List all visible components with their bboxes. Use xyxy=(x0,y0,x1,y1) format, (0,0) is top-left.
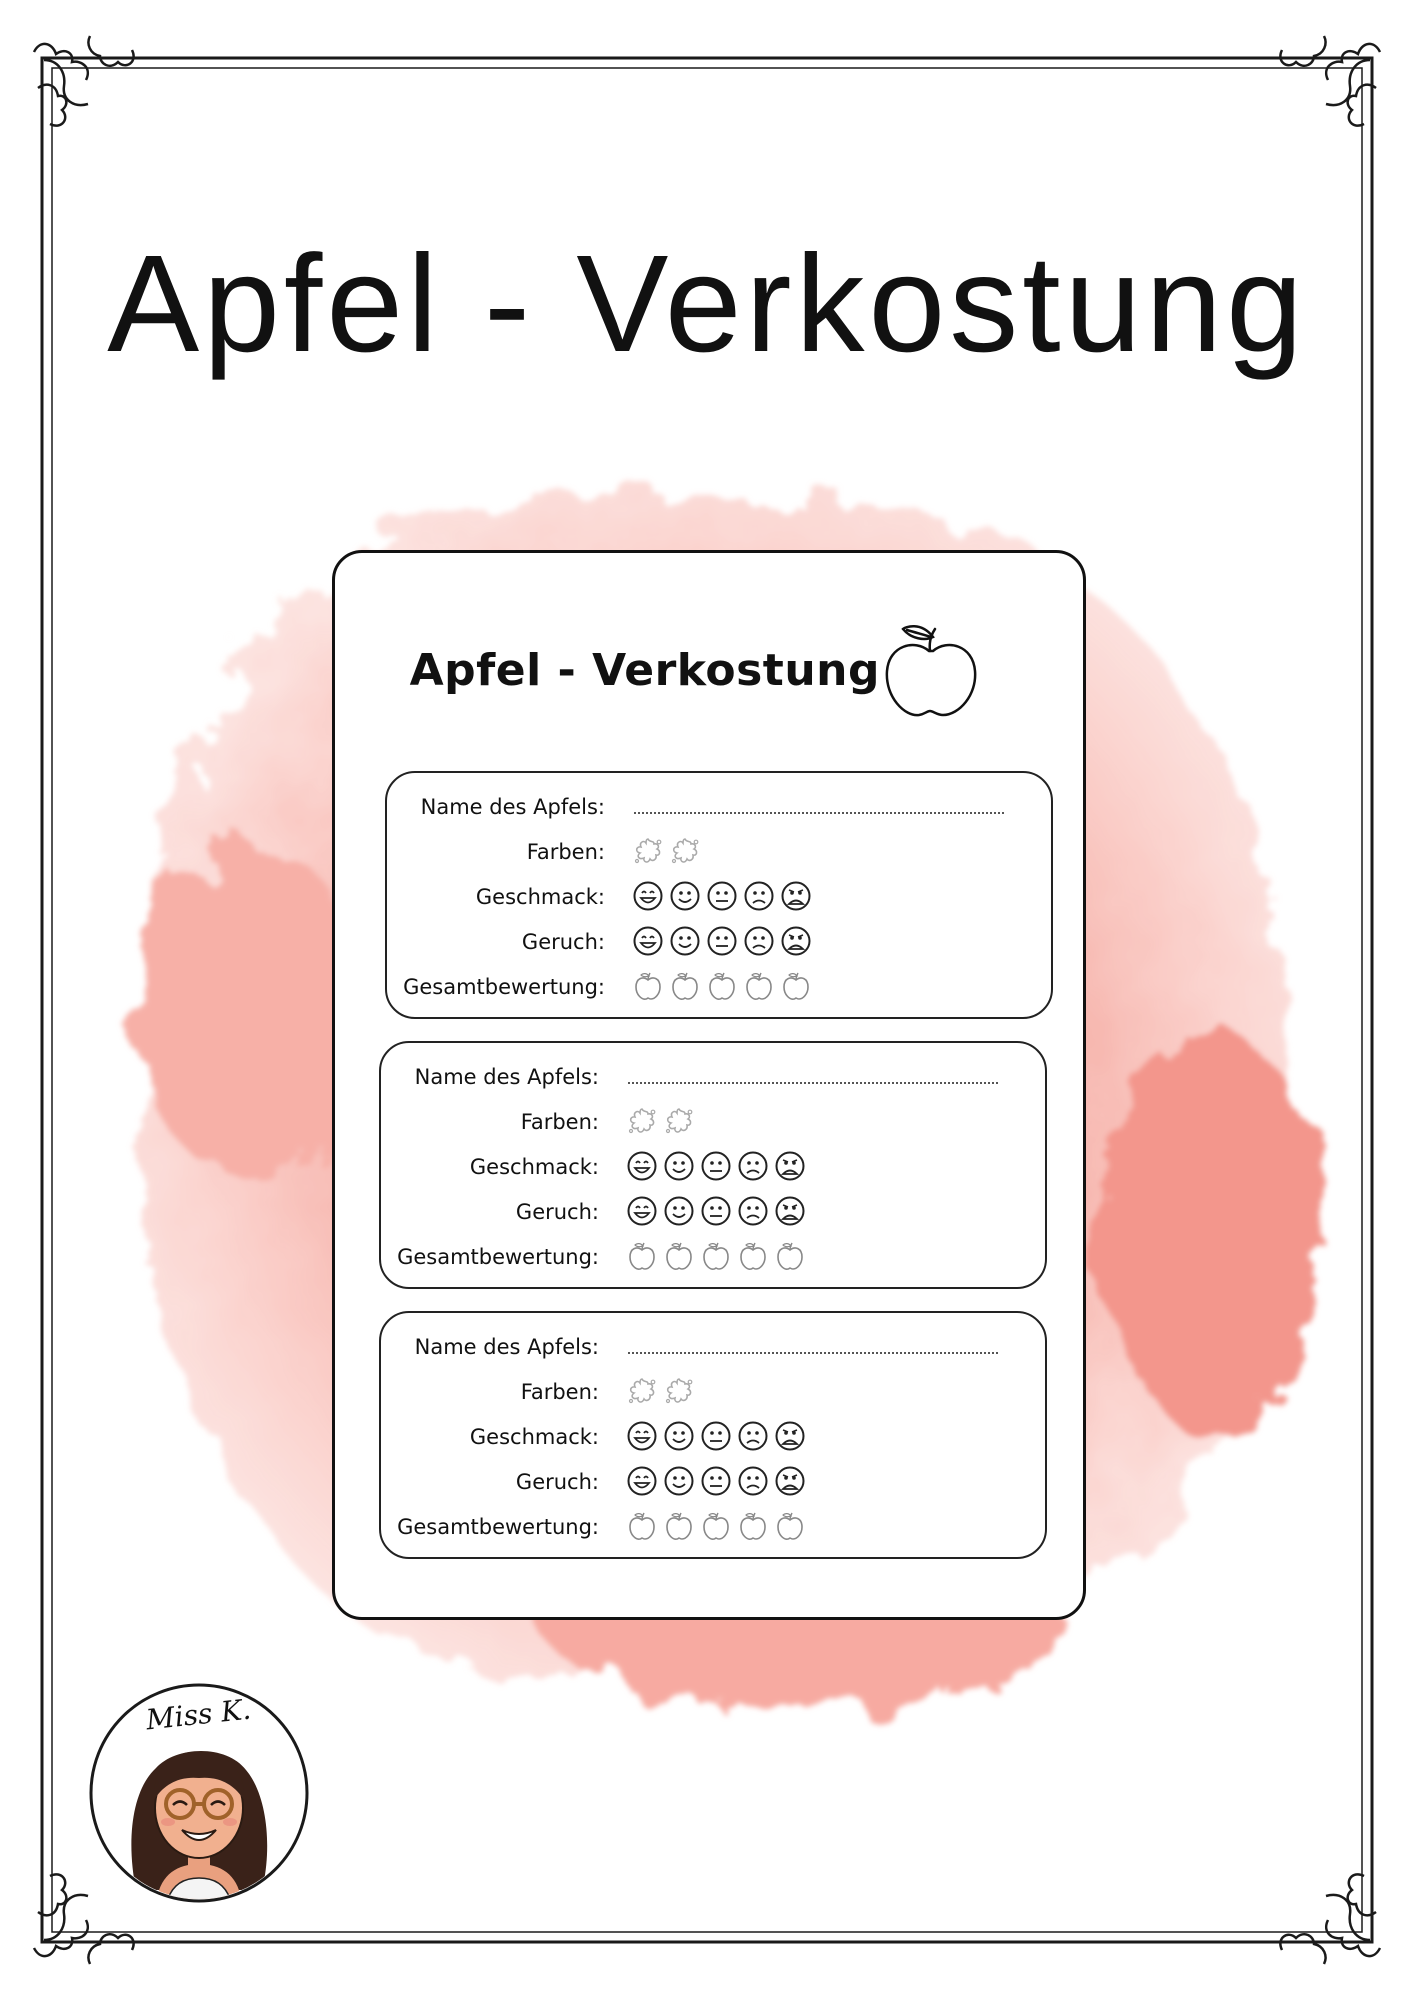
apple-icon[interactable] xyxy=(737,1240,769,1272)
paint-splash-icon[interactable] xyxy=(626,1105,658,1137)
tasting-worksheet xyxy=(332,550,1086,1620)
happy-face-icon[interactable] xyxy=(669,880,701,912)
sad-face-icon[interactable] xyxy=(737,1195,769,1227)
neutral-face-icon[interactable] xyxy=(700,1465,732,1497)
sad-face-icon[interactable] xyxy=(737,1150,769,1182)
happy-face-icon[interactable] xyxy=(663,1465,695,1497)
tasting-card xyxy=(379,1041,1047,1289)
happy-face-icon[interactable] xyxy=(663,1195,695,1227)
overall-rating-label: Gesamtbewertung: xyxy=(403,975,605,999)
taste-label: Geschmack: xyxy=(475,885,605,909)
paint-splash-icon[interactable] xyxy=(632,835,664,867)
taste-label: Geschmack: xyxy=(469,1425,599,1449)
happy-face-icon[interactable] xyxy=(669,925,701,957)
rating-icons xyxy=(632,970,812,1004)
apple-icon[interactable] xyxy=(663,1240,695,1272)
happy-face-icon[interactable] xyxy=(663,1150,695,1182)
neutral-face-icon[interactable] xyxy=(700,1420,732,1452)
smell-row xyxy=(381,1192,1041,1232)
apple-icon[interactable] xyxy=(626,1510,658,1542)
neutral-face-icon[interactable] xyxy=(700,1150,732,1182)
sad-face-icon[interactable] xyxy=(743,880,775,912)
tasting-card xyxy=(385,771,1053,1019)
colors-row xyxy=(381,1372,1041,1412)
apple-icon[interactable] xyxy=(706,970,738,1002)
tasting-card xyxy=(379,1311,1047,1559)
happy-face-icon[interactable] xyxy=(663,1420,695,1452)
apple-icon[interactable] xyxy=(700,1240,732,1272)
smell-label: Geruch: xyxy=(515,1470,599,1494)
apple-icon[interactable] xyxy=(780,970,812,1002)
neutral-face-icon[interactable] xyxy=(706,880,738,912)
smell-row xyxy=(381,1462,1041,1502)
overall-rating-label: Gesamtbewertung: xyxy=(397,1245,599,1269)
apple-name-label: Name des Apfels: xyxy=(420,795,605,819)
very-happy-face-icon[interactable] xyxy=(626,1150,658,1182)
sad-face-icon[interactable] xyxy=(737,1420,769,1452)
overall-rating-row xyxy=(381,1237,1041,1277)
very-happy-face-icon[interactable] xyxy=(626,1420,658,1452)
colors-row xyxy=(387,832,1047,872)
apple-icon[interactable] xyxy=(632,970,664,1002)
taste-row xyxy=(387,877,1047,917)
apple-name-row[interactable] xyxy=(381,1057,1041,1097)
paint-splash-icon[interactable] xyxy=(663,1105,695,1137)
overall-rating-row xyxy=(387,967,1047,1007)
apple-name-label: Name des Apfels: xyxy=(414,1065,599,1089)
worksheet-title: Apfel - Verkostung xyxy=(409,645,880,696)
colors-row xyxy=(381,1102,1041,1142)
rating-icons xyxy=(626,1420,806,1454)
colors-label: Farben: xyxy=(526,840,605,864)
very-sad-face-icon[interactable] xyxy=(774,1150,806,1182)
very-sad-face-icon[interactable] xyxy=(780,880,812,912)
rating-icons xyxy=(626,1195,806,1229)
smell-label: Geruch: xyxy=(521,930,605,954)
taste-row xyxy=(381,1147,1041,1187)
apple-icon[interactable] xyxy=(774,1240,806,1272)
smell-label: Geruch: xyxy=(515,1200,599,1224)
rating-icons xyxy=(632,925,812,959)
rating-icons xyxy=(626,1240,806,1274)
very-sad-face-icon[interactable] xyxy=(774,1465,806,1497)
taste-row xyxy=(381,1417,1041,1457)
very-sad-face-icon[interactable] xyxy=(774,1195,806,1227)
very-sad-face-icon[interactable] xyxy=(780,925,812,957)
apple-icon[interactable] xyxy=(669,970,701,1002)
apple-icon[interactable] xyxy=(663,1510,695,1542)
logo-text: Miss K. xyxy=(144,1692,253,1737)
smell-row xyxy=(387,922,1047,962)
rating-icons xyxy=(626,1465,806,1499)
very-happy-face-icon[interactable] xyxy=(632,925,664,957)
apple-name-input-line[interactable] xyxy=(634,812,1004,814)
avatar xyxy=(86,1680,312,1906)
page-title: Apfel - Verkostung xyxy=(107,227,1307,381)
very-happy-face-icon[interactable] xyxy=(626,1465,658,1497)
sad-face-icon[interactable] xyxy=(737,1465,769,1497)
sad-face-icon[interactable] xyxy=(743,925,775,957)
colors-label: Farben: xyxy=(520,1380,599,1404)
very-sad-face-icon[interactable] xyxy=(774,1420,806,1452)
apple-name-input-line[interactable] xyxy=(628,1082,998,1084)
apple-icon[interactable] xyxy=(626,1240,658,1272)
rating-icons xyxy=(626,1105,695,1139)
very-happy-face-icon[interactable] xyxy=(632,880,664,912)
apple-icon[interactable] xyxy=(774,1510,806,1542)
apple-name-label: Name des Apfels: xyxy=(414,1335,599,1359)
neutral-face-icon[interactable] xyxy=(706,925,738,957)
rating-icons xyxy=(626,1150,806,1184)
paint-splash-icon[interactable] xyxy=(669,835,701,867)
apple-name-row[interactable] xyxy=(381,1327,1041,1367)
neutral-face-icon[interactable] xyxy=(700,1195,732,1227)
apple-icon[interactable] xyxy=(737,1510,769,1542)
paint-splash-icon[interactable] xyxy=(663,1375,695,1407)
colors-label: Farben: xyxy=(520,1110,599,1134)
apple-name-input-line[interactable] xyxy=(628,1352,998,1354)
apple-icon[interactable] xyxy=(700,1510,732,1542)
miss-k-logo xyxy=(86,1680,312,1906)
taste-label: Geschmack: xyxy=(469,1155,599,1179)
apple-icon[interactable] xyxy=(743,970,775,1002)
rating-icons xyxy=(626,1510,806,1544)
rating-icons xyxy=(632,835,701,869)
paint-splash-icon[interactable] xyxy=(626,1375,658,1407)
overall-rating-label: Gesamtbewertung: xyxy=(397,1515,599,1539)
apple-name-row[interactable] xyxy=(387,787,1047,827)
rating-icons xyxy=(632,880,812,914)
overall-rating-row xyxy=(381,1507,1041,1547)
apple-outline-icon xyxy=(875,613,985,723)
rating-icons xyxy=(626,1375,695,1409)
very-happy-face-icon[interactable] xyxy=(626,1195,658,1227)
